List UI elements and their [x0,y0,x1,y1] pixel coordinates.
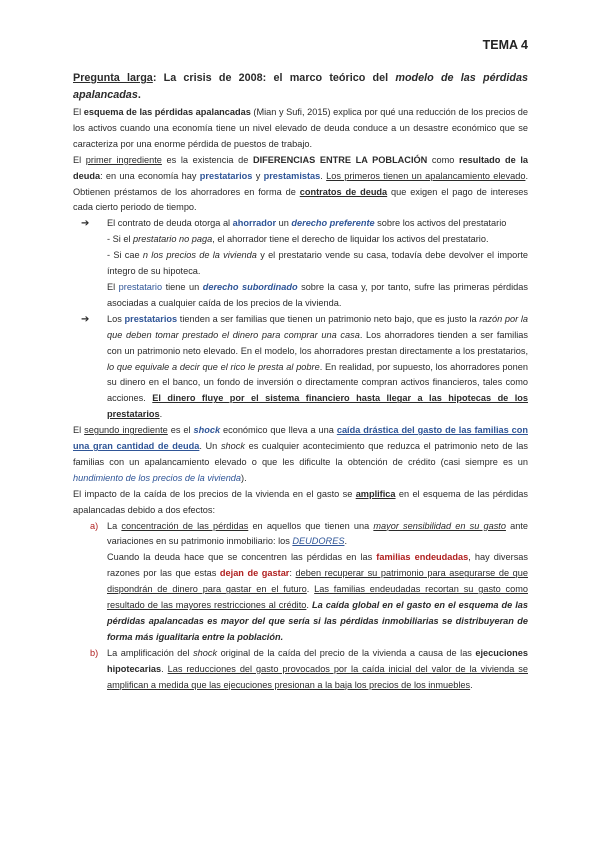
text: en el esquema de las pérdidas apalancadas debido a dos efectos: [73,488,529,515]
item-b-body [107,646,528,694]
text: . [161,663,168,674]
paragraph-first-ingredient [73,153,528,217]
text: y el prestatario vende su casa, todavía debe devolver el importe íntegro de su hipoteca. [107,250,528,277]
item-a-body [107,550,528,645]
item-a-line1 [107,519,528,551]
italic-underlined-text: mayor sensibilidad en su gasto [373,520,506,531]
bold-underlined-term: amplifica [355,488,396,499]
red-term: dejan de gastar [219,568,290,579]
text: . [306,584,315,595]
arrow-icon: ➔ [81,218,90,230]
text: El contrato de deuda otorga al [107,218,233,229]
text: es cualquier acontecimiento que reduzca el patrimonio neto de las familias con un apalancamiento elevado o que les dificulte la obtención de crédito (casi siempre es un [73,441,529,467]
italic-text: shock [193,647,218,658]
paragraph-intro [73,105,528,153]
blue-link-text: DEUDORES [292,536,345,547]
text: sobre la casa y, por tanto, sufre las primeras pérdidas asociadas a cualquier caída de los precios de la vivienda. [107,281,528,308]
text: ). [241,472,247,483]
title-label: Pregunta larga [73,72,153,84]
blue-underlined-term: caída drástica del gasto de las familias con una gran cantidad de deuda [73,425,528,452]
bold-term: DIFERENCIAS ENTRE LA POBLACIÓN [252,154,428,165]
red-term: familias endeudadas [376,552,469,563]
underlined-term: primer ingrediente [85,154,162,165]
text: . Un [199,441,221,452]
bullet-subline [107,280,528,312]
text: : [289,568,296,579]
text: original de la caída del precio de la vivienda a causa de las [217,647,476,658]
bullet-subline [107,232,528,248]
italic-text: shock [220,441,245,452]
paragraph-second-ingredient [73,423,528,487]
bold-term: resultado de la deuda [73,154,528,181]
topic-header: TEMA 4 [482,38,528,52]
text: El impacto de la caída de los precios de la vivienda en el gasto se [73,488,356,499]
text: (Mian y Sufi, 2015) explica por qué una reducción de los precios de los activos cuando una economía tiene un nivel elevado de deuda conduce a un desastre económico que se caracteriza por una enorme pérdida de puestos de trabajo. [73,107,528,149]
text: es la existencia de [161,154,253,165]
italic-text: prestatario no paga [133,234,213,245]
blue-term: derecho preferente [291,218,375,229]
blue-term: ahorrador [232,218,277,229]
bold-underlined-term: contratos de deuda [299,186,388,197]
text: La amplificación del [107,647,194,658]
text: Cuando la deuda hace que se concentren las pérdidas en las [107,552,377,563]
text: , el ahorrador tiene el derecho de liquidar los activos del prestatario. [212,234,489,245]
underlined-text: deben recuperar su patrimonio para asegurarse de que dispondrán de dinero para gastar en el futuro [107,568,528,595]
arrow-bullet-2 [73,312,528,423]
bold-underlined-text: El dinero fluye por el sistema financiero hasta llegar a las hipotecas de los prestatarios [107,393,529,420]
text: y [252,170,264,181]
blue-term: prestatario [118,281,163,292]
bold-term: esquema de las pérdidas apalancadas [83,107,251,117]
text: es el [167,425,194,436]
text: . [470,679,473,690]
bullet-text [107,216,528,232]
blue-term: prestamistas [263,170,321,181]
title-dot: . [137,89,141,101]
text: en aquellos que tienen una [248,520,374,531]
underlined-term: segundo ingrediente [84,425,168,436]
title-model: modelo de las pérdidas apalancadas [73,72,528,101]
text: La [107,520,122,531]
list-letter: a) [90,520,99,531]
text: - Si cae [107,250,143,261]
text: económico que lleva a una [220,425,337,436]
blue-term: derecho subordinado [202,281,298,292]
blue-term: prestatarios [199,170,253,181]
text: - Si el [107,234,134,245]
text: un [276,218,292,229]
text: como [427,154,459,165]
underlined-text: Las reducciones del gasto provocados por la caída inicial del valor de la vivienda se amplifican a medida que las ejecuciones presionan a la baja los precios de los inmuebles [107,663,528,690]
document-body [73,70,528,694]
bold-term: ejecuciones hipotecarias [107,647,528,674]
blue-term: shock [193,425,221,436]
list-item-b [73,646,528,694]
bullet-text [107,312,528,423]
text: sobre los activos del prestatario [374,218,507,229]
question-title [73,70,528,104]
text: que exigen el pago de intereses cada cierto periodo de tiempo. [73,186,528,213]
text: . Los ahorradores tienden a ser familias con un patrimonio neto elevado. En el modelo, los ahorradores prestan directamente a los prestatarios, [107,329,528,356]
text: : en una economía hay [100,170,200,181]
arrow-icon: ➔ [81,313,90,325]
italic-text: razón por la que deben tomar prestado el dinero para comprar una casa [107,313,528,340]
text: El [73,107,84,117]
text: . [320,170,327,181]
italic-text: lo que equivale a decir que el rico le presta al pobre [107,361,320,372]
bullet-subline [107,248,528,280]
text: . [159,409,163,420]
text: ante variaciones en su patrimonio inmobiliario: los [107,520,528,547]
title-text: : La crisis de 2008: el marco teórico del [152,72,396,84]
text: tiene un [162,281,203,292]
text: El [107,281,119,292]
underlined-text: Las familias endeudadas recortan su gasto como resultado de las mayores restricciones al crédito [107,584,528,611]
arrow-bullet-1 [73,216,528,311]
italic-text: n los precios de la vivienda [142,250,257,261]
text: tienden a ser familias que tienen un patrimonio neto bajo, que es justo la [177,313,480,324]
text: . [306,600,312,611]
blue-term: prestatarios [124,313,178,324]
text: . Obtienen préstamos de los ahorradores en forma de [73,170,529,197]
list-letter: b) [90,647,99,658]
bold-italic-text: La caída global en el gasto en el esquema de las pérdidas apalancadas es mayor del que sería si las pérdidas inmobiliarias se distribuyeran de forma más igualitaria entre la población. [107,600,528,642]
text: El [73,154,86,165]
text: , hay diversas razones por las que estas [107,552,528,579]
text: . En realidad, por supuesto, los ahorradores ponen su dinero en el banco, un fondo de inversión o directamente compran activos financieros, tales como acciones. [107,361,528,404]
text: El [73,425,85,436]
text: Los [107,313,125,324]
underlined-text: concentración de las pérdidas [121,520,249,531]
blue-italic-text: hundimiento de los precios de la vivienda [73,472,242,483]
list-item-a [73,519,528,646]
paragraph-impact [73,487,528,519]
text: . [344,536,348,547]
underlined-text: Los primeros tienen un apalancamiento elevado [326,170,526,181]
